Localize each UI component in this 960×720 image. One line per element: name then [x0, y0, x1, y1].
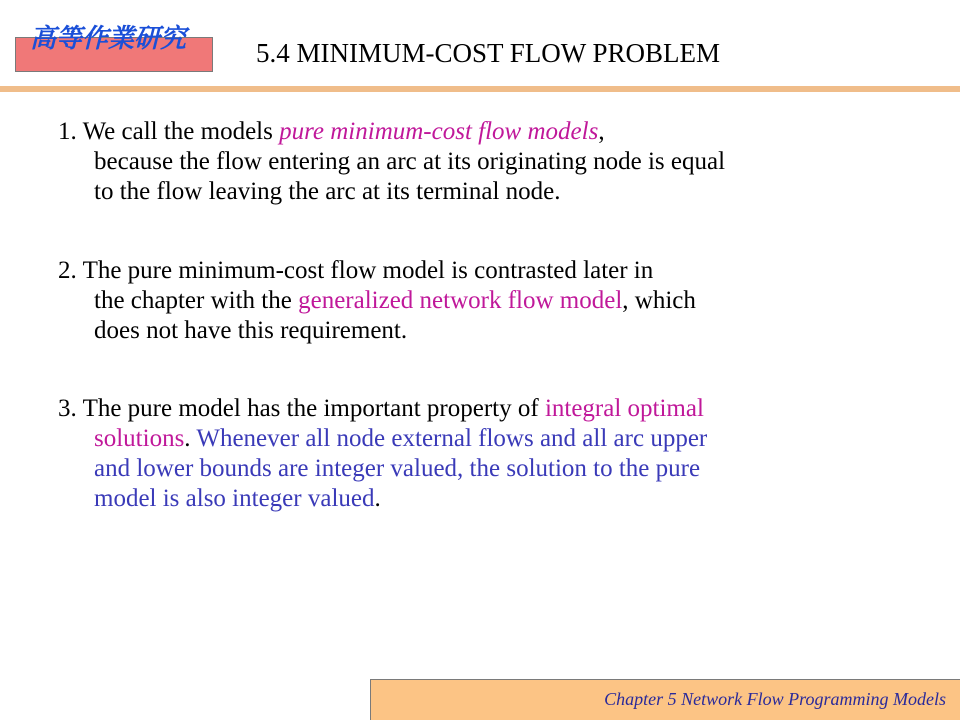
paragraph-3-line-4: [58, 484, 918, 514]
paragraph-2-line-1: [58, 256, 918, 286]
footer-chapter-label: Chapter 5 Network Flow Programming Models: [604, 689, 946, 709]
paragraph-3-number: 3.: [58, 395, 77, 422]
paragraph-1-line-3: to the flow leaving the arc at its terminal node.: [94, 178, 561, 205]
paragraph-3-line-3: and lower bounds are integer valued, the solution to the pure: [94, 455, 701, 482]
paragraph-2-text: The pure minimum-cost flow model is contrasted later in: [82, 257, 654, 284]
slide-title: 5.4 MINIMUM-COST FLOW PROBLEM: [256, 38, 721, 68]
paragraph-3-blue-end: model is also integer valued: [94, 485, 375, 512]
paragraph-3-text: The pure model has the important property of: [82, 395, 545, 422]
paragraph-1: [58, 117, 918, 207]
paragraph-3-final-punct: .: [374, 485, 381, 512]
paragraph-1-line-2: because the flow entering an arc at its originating node is equal: [94, 148, 726, 175]
paragraph-3-line-2: [58, 424, 918, 454]
paragraph-3-punct: .: [184, 425, 197, 452]
term-pure-minimum-cost-flow-models: pure minimum-cost flow models: [279, 118, 599, 145]
paragraph-3-blue-text: Whenever all node external flows and all arc upper: [196, 425, 708, 452]
paragraph-1-line-1: [58, 117, 918, 147]
term-solutions: solutions: [94, 425, 185, 452]
paragraph-2-number: 2.: [58, 257, 77, 284]
logo-text: 高等作業研究: [30, 24, 187, 54]
paragraph-2-text-a: the chapter with the: [94, 287, 299, 314]
footer-box: [370, 679, 960, 720]
paragraph-2-line-2: [58, 286, 918, 316]
paragraph-3-line-1: [58, 394, 918, 424]
paragraph-1-punct: ,: [598, 118, 605, 145]
title-divider: [0, 86, 960, 92]
paragraph-2-line-3: does not have this requirement.: [94, 317, 408, 344]
paragraph-1-text: We call the models: [82, 118, 280, 145]
term-integral-optimal: integral optimal: [544, 395, 704, 422]
paragraph-2: [58, 256, 918, 346]
term-generalized-network-flow-model: generalized network flow model: [298, 287, 623, 314]
paragraph-3: [58, 394, 918, 514]
paragraph-1-number: 1.: [58, 118, 77, 145]
paragraph-2-text-c: , which: [622, 287, 696, 314]
